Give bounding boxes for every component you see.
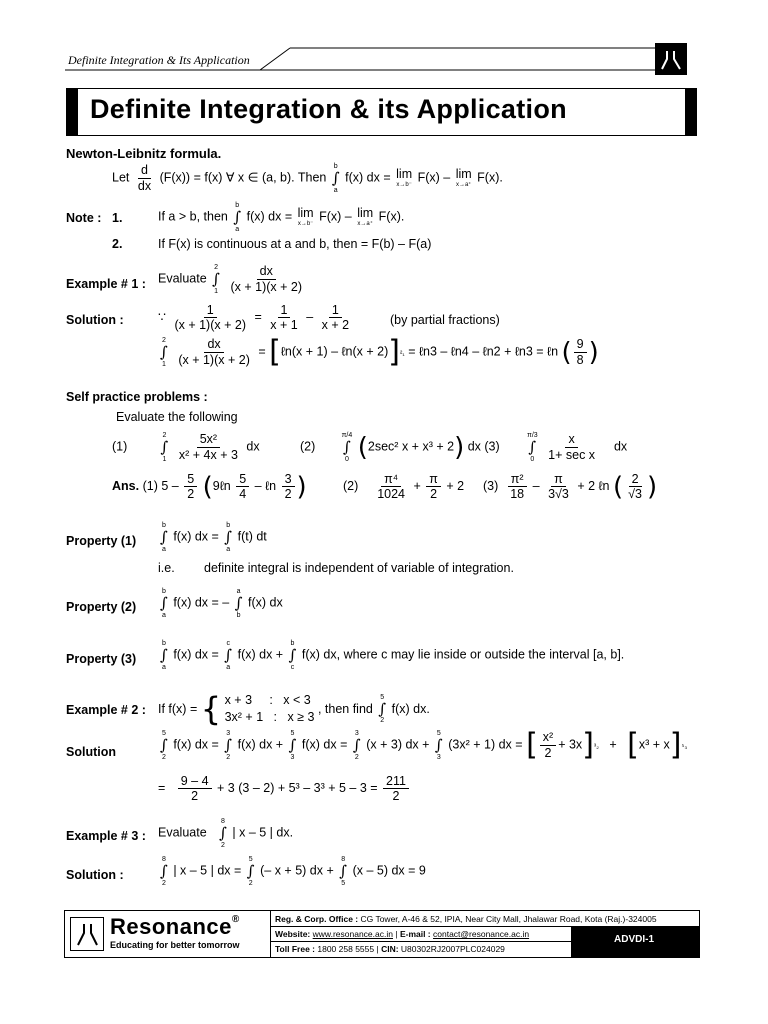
practice-intro: Evaluate the following — [116, 410, 238, 424]
section-heading: Newton-Leibnitz formula. — [66, 146, 222, 161]
nl-formula: Let $\frac{d}{dx}$ (F(x)) = f(x) ∀ x ∈ (a, b). Then b ∫ a f(x) dx = lim x→b⁻ F(x) – lim x→a⁺ F(x). — [112, 163, 503, 194]
note2-text: If F(x) is continuous at a and b, then = F(b) – F(a) — [158, 237, 432, 251]
footer-logo — [68, 913, 268, 955]
example2-solution-label: Solution — [66, 745, 116, 759]
property1-expr: b ∫ a f(x) dx = b ∫ a f(t) dt — [160, 522, 267, 553]
note1-number: 1. — [112, 211, 123, 225]
page-title: Definite Integration & its Application — [90, 94, 567, 124]
example3-solution-label: Solution : — [66, 868, 124, 882]
property1-note: definite integral is independent of variable of integration. — [204, 561, 514, 575]
footer-tollfree: Toll Free : 1800 258 5555 | CIN: U80302RJ2007PLC024029 — [275, 944, 505, 954]
running-title: Definite Integration & Its Application — [68, 53, 250, 67]
page-code: ADVDI-1 — [614, 934, 655, 945]
footer-office: Reg. & Corp. Office : CG Tower, A-46 & 52, IPIA, Near City Mall, Jhalawar Road, Kota (Raj.)-324005 — [275, 914, 657, 924]
practice-answers: Ans. (1) 5 – $\frac{5}{2}$ (9ℓn $\frac{5}{4}$ – ℓn $\frac{3}{2}$ ) — [112, 471, 307, 502]
example2-solution-line1: 5 ∫ 2 f(x) dx = 3 ∫ 2 f(x) dx + 5 ∫ 3 f(x) dx = 3 ∫ 2 (x + 3) dx + 5 ∫ 3 (3x² + 1) dx = [ $\frac{\text{x²}}{2}$ + 3x]³₂ + [x³ + x]⁵₃ — [160, 727, 688, 763]
property1-ie: i.e. — [158, 561, 175, 575]
resonance-mark-icon — [655, 43, 687, 75]
example1-solution-line2: 2 ∫ 1 $\frac{dx}{(x + 1)(x + 2)}$ = [ℓn(x + 1) – ℓn(x + 2)]²₁ = ℓn3 – ℓn4 – ℓn2 + ℓn3 = ℓn ( $\frac{9}{8}$ ) — [160, 334, 599, 370]
property3-label: Property (3) — [66, 652, 137, 666]
note-label: Note : — [66, 211, 102, 225]
practice-heading: Self practice problems : — [66, 390, 208, 404]
example2-question: If f(x) = { x + 3 : x < 3 3x² + 1 : x ≥ 3 , then find 5 ∫ 2 f(x) dx. — [158, 689, 430, 728]
footer-web: Website: www.resonance.ac.in | E-mail : contact@resonance.ac.in — [275, 929, 530, 939]
example2-solution-line2: = $\frac{9 - 4}{2}$ + 3 (3 – 2) + 5³ – 3³ + 5 – 3 = $\frac{211}{2}$ — [158, 774, 411, 804]
brand-name: Resonance — [110, 914, 232, 939]
example3-solution: 8 ∫ 2 | x – 5 | dx = 5 ∫ 2 (– x + 5) dx + 8 ∫ 5 (x – 5) dx = 9 — [160, 856, 426, 887]
example2-label: Example # 2 : — [66, 703, 146, 717]
example1-question: Evaluate 2 ∫ 1 $\frac{dx}{(x + 1)(x + 2)}$ — [158, 264, 302, 295]
registered-mark: ® — [231, 914, 240, 925]
brand-tagline: Educating for better tomorrow — [110, 940, 240, 950]
footer-divider-v — [270, 910, 271, 958]
property1-label: Property (1) — [66, 534, 137, 548]
title-right-bar — [685, 88, 697, 136]
example3-question: Evaluate 8 ∫ 2 | x – 5 | dx. — [158, 818, 294, 849]
title-rule-top — [78, 88, 685, 89]
email-link[interactable]: contact@resonance.ac.in — [433, 929, 530, 939]
title-left-bar — [66, 88, 78, 136]
example1-label: Example # 1 : — [66, 277, 146, 291]
example3-label: Example # 3 : — [66, 829, 146, 843]
note2-number: 2. — [112, 237, 123, 251]
example1-solution-label: Solution : — [66, 313, 124, 327]
practice-problem-3: π/3 ∫ 0 $\frac{x}{\text{1+ sec x}}$ dx — [527, 432, 628, 463]
property3-expr: b ∫ a f(x) dx = c ∫ a f(x) dx + b ∫ c f(x) dx, where c may lie inside or outside the interval [a, b]. — [160, 640, 625, 671]
header-rule — [60, 44, 700, 74]
practice-answer-2: (2) $\frac{\text{π⁴}}{1024}$ + $\frac{\pi}{2}$ + 2 — [343, 472, 465, 502]
practice-problem-2: (2) π/4 ∫ 0 (2sec² x + x³ + 2) dx (3) — [300, 432, 500, 463]
example1-solution-line1: ∵ $\frac{1}{(x + 1)(x + 2)}$ = $\frac{1}{x + 1}$ – $\frac{1}{x + 2}$ — [158, 303, 350, 333]
title-rule-bottom — [78, 135, 685, 136]
property2-label: Property (2) — [66, 600, 137, 614]
property2-expr: b ∫ a f(x) dx = – a ∫ b f(x) dx — [160, 588, 283, 619]
website-link[interactable]: www.resonance.ac.in — [312, 929, 393, 939]
note1-text: If a > b, then b ∫ a f(x) dx = lim x→b⁻ F(x) – lim x→a⁺ F(x). — [158, 202, 405, 233]
resonance-logo-icon — [70, 917, 104, 951]
partial-fractions-note: (by partial fractions) — [390, 313, 500, 327]
practice-problem-1: (1) 2 ∫ 1 $\frac{\text{5x²}}{\text{x² + 4x + 3}}$ dx — [112, 432, 260, 463]
practice-answer-3: (3) $\frac{\text{π²}}{18}$ – $\frac{\pi}{3√3}$ + 2 ℓn ( $\frac{2}{√3}$ ) — [483, 471, 658, 502]
